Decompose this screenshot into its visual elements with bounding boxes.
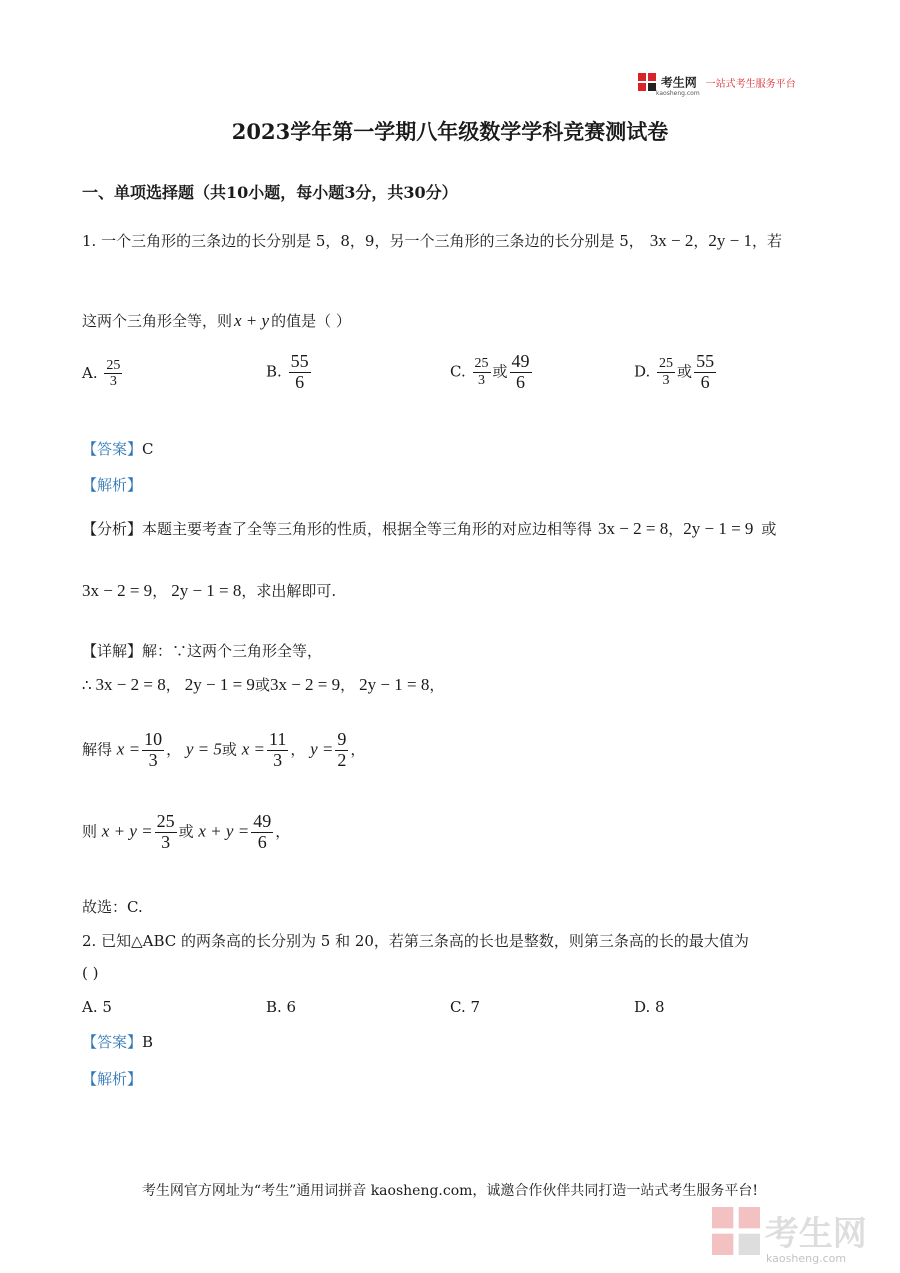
q2-paren: ( ) — [82, 964, 99, 982]
q1-analysis-line1: 【分析】本题主要考查了全等三角形的性质，根据全等三角形的对应边相等得 3x − 2 = 8，2y − 1 = 9 或 — [82, 519, 777, 538]
q1-option-d[interactable]: D. $\frac{25}{3}$ 或 $\frac{55}{6}$ — [634, 351, 715, 392]
section-heading: 一、单项选择题（共10小题，每小题3分，共30分） — [82, 183, 458, 202]
fraction: $\frac{11}{3}$ — [268, 729, 287, 770]
fraction: $\frac{55}{6}$ — [696, 351, 715, 392]
q1-line2: 这两个三角形全等，则 x + y 的值是（ ） — [82, 311, 351, 330]
page-title: 2023学年第一学期八年级数学学科竞赛测试卷 — [231, 119, 669, 144]
watermark — [712, 1206, 867, 1255]
q1-option-c[interactable]: C. $\frac{25}{3}$ 或 $\frac{49}{6}$ — [450, 351, 530, 392]
q2-option-a[interactable]: A. 5 — [82, 998, 112, 1016]
q1-line1: 1. 一个三角形的三条边的长分别是 5，8，9，另一个三角形的三条边的长分别是 5， 3x − 2，2y − 1，若 — [82, 231, 783, 250]
answer-value: C — [142, 440, 154, 458]
q1-expr-3x-2: 3x − 2 — [649, 231, 694, 250]
q1-analysis-tag: 【解析】 — [82, 476, 143, 494]
q2-answer — [82, 1031, 153, 1052]
q1-result-line: 则 x + y = $\frac{25}{3}$ 或 x + y = $\frac{49}{6}$ ， — [82, 811, 291, 852]
logo-text: 考生网 — [660, 75, 697, 90]
fraction: $\frac{25}{3}$ — [474, 356, 489, 388]
kaosheng-logo-icon — [638, 73, 656, 91]
fraction: $\frac{25}{3}$ — [106, 358, 121, 390]
q1-solve-line: 解得 x = $\frac{10}{3}$ ， y = 5或 x = $\frac{11}{3}$ ， y = $\frac{9}{2}$ ， — [82, 729, 366, 770]
watermark-domain: kaosheng.com — [766, 1252, 847, 1265]
q2-option-d[interactable]: D. 8 — [634, 998, 665, 1016]
q2-analysis-tag: 【解析】 — [82, 1070, 143, 1088]
fraction: $\frac{55}{6}$ — [290, 351, 309, 392]
q1-expr-2y-1: 2y − 1 — [708, 231, 752, 250]
q2-text: 2. 已知△ABC 的两条高的长分别为 5 和 20，若第三条高的长也是整数，则第三条高的长的最大值为 — [82, 932, 749, 950]
q1-analysis-line2: 3x − 2 = 9， 2y − 1 = 8，求出解即可. — [82, 581, 337, 600]
fraction: $\frac{25}{3}$ — [659, 356, 674, 388]
watermark-logo-icon — [712, 1207, 760, 1255]
page-footer: 考生网官方网址为“考生”通用词拼音 kaosheng.com，诚邀合作伙伴共同打造一站式考生服务平台! — [141, 1183, 759, 1199]
fraction: $\frac{49}{6}$ — [511, 351, 530, 392]
q1-option-b[interactable]: B. $\frac{55}{6}$ — [266, 351, 309, 392]
q1-option-a[interactable]: A. $\frac{25}{3}$ — [82, 358, 121, 390]
answer-tag: 【答案】 — [82, 1033, 143, 1051]
q1-choose: 故选：C. — [82, 898, 143, 916]
watermark-text: 考生网 — [764, 1214, 867, 1254]
q1-detail-heading: 【详解】解：∵这两个三角形全等， — [82, 642, 323, 660]
q1-answer — [82, 438, 154, 459]
answer-value: B — [142, 1033, 154, 1051]
fraction: $\frac{25}{3}$ — [156, 811, 175, 852]
logo-domain: kaosheng.com — [656, 90, 700, 97]
logo-slogan: 一站式考生服务平台 — [705, 78, 796, 90]
fraction: $\frac{9}{2}$ — [337, 729, 347, 770]
q1-therefore-line: ∴ 3x − 2 = 8， 2y − 1 = 9或3x − 2 = 9， 2y − 1 = 8， — [82, 675, 445, 694]
q2-option-b[interactable]: B. 6 — [266, 998, 297, 1016]
q2-option-c[interactable]: C. 7 — [450, 998, 481, 1016]
answer-tag: 【答案】 — [82, 440, 143, 458]
fraction: $\frac{49}{6}$ — [253, 811, 272, 852]
q1-expr-x+y: x + y — [234, 311, 270, 330]
fraction: $\frac{10}{3}$ — [144, 729, 163, 770]
